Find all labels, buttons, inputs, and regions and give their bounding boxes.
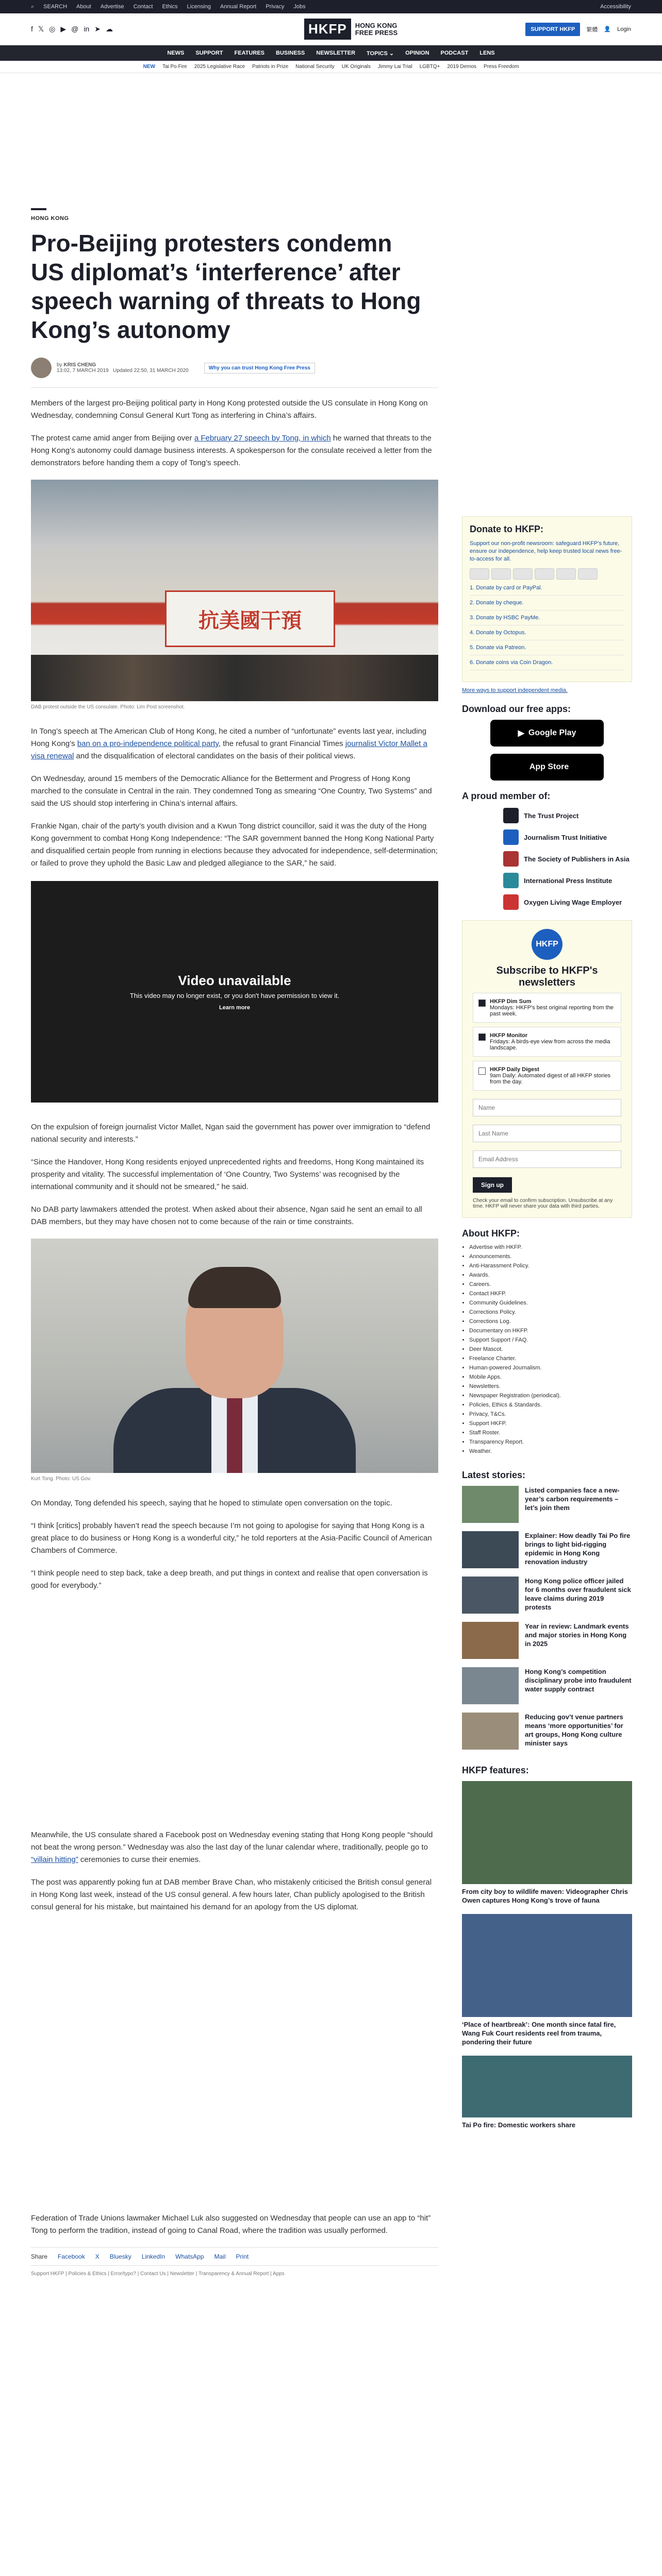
google-play-badge[interactable]: ▶ Google Play xyxy=(490,720,604,747)
member-logo[interactable]: The Society of Publishers in Asia xyxy=(503,851,632,867)
donate-option[interactable]: 4. Donate by Octopus. xyxy=(470,630,624,640)
member-logo[interactable]: The Trust Project xyxy=(503,808,632,823)
mallet-link[interactable]: journalist Victor Mallet a visa renewal xyxy=(31,739,427,760)
donate-option[interactable]: 2. Donate by cheque. xyxy=(470,600,624,611)
linkedin-icon[interactable]: in xyxy=(84,25,90,33)
paragraph: On the expulsion of foreign journalist Victor Mallet, Ngan said the government has power over immigration to “defend national security and interests.” xyxy=(31,1123,431,1144)
paragraph: The protest came amid anger from Beijing over a February 27 speech by Tong, in which he warned that threats to the Hong Kong’s autonomy could damage business interests. A spokesperson for the consulate received a letter from the demonstrators before handing them a copy of Tong’s speech. xyxy=(31,434,432,467)
party-ban-link[interactable]: ban on a pro-independence political party xyxy=(77,739,219,748)
feature-story[interactable]: ‘Place of heartbreak’: One month since fatal fire, Wang Fuk Court residents reel from trauma, pondering their future xyxy=(462,1914,632,2046)
latest-story[interactable]: Listed companies face a new-year’s carbon requirements – let’s join them xyxy=(462,1486,632,1523)
nav-podcast[interactable]: PODCAST xyxy=(440,50,469,56)
paragraph: Frankie Ngan, chair of the party’s youth division and a Kwun Tong district councillor, said it was the duty of the Hong Kong government to combat Hong Kong Independence: “The SAR government banned the Hong Kong National Party and disqualified certain people from running in elections because they advocated for independence, self-determination; or failed to prove they uphold the Basic Law and pledged allegiance to the SAR,” he said. xyxy=(31,822,438,868)
about-link[interactable]: • Staff Roster. xyxy=(469,1430,632,1436)
newsletter-note: Check your email to confirm subscription. Unsubscribe at any time. HKFP will never share your data with third parties. xyxy=(473,1198,613,1209)
trending-item[interactable]: 2025 Legislative Race xyxy=(194,64,245,70)
trust-badge[interactable]: Why you can trust Hong Kong Free Press xyxy=(204,363,315,374)
donate-option[interactable]: 6. Donate coins via Coin Dragon. xyxy=(470,659,624,670)
kurt-tong-photo xyxy=(31,1239,438,1473)
about-link[interactable]: • Privacy, T&Cs. xyxy=(469,1411,632,1417)
trending-item[interactable]: UK Originals xyxy=(341,64,371,70)
nav-support[interactable]: SUPPORT xyxy=(195,50,223,56)
about-link[interactable]: • Awards. xyxy=(469,1272,632,1278)
member-logo[interactable]: Oxygen Living Wage Employer xyxy=(503,894,632,910)
payment-icons xyxy=(470,568,624,580)
instagram-icon[interactable]: ◎ xyxy=(49,25,56,33)
name-field[interactable] xyxy=(473,1099,621,1116)
nav-newsletter[interactable]: NEWSLETTER xyxy=(316,50,356,56)
about-link[interactable]: • Policies, Ethics & Standards. xyxy=(469,1402,632,1408)
latest-story[interactable]: Reducing gov’t venue partners means ‘more opportunities’ for art groups, Hong Kong culture minister says xyxy=(462,1713,632,1750)
youtube-icon[interactable]: ▶ xyxy=(60,25,67,33)
donate-text[interactable]: Support our non-profit newsroom: safeguard HKFP’s future, ensure our independence, help keep trusted local news free-to-access for all. xyxy=(470,540,622,562)
top-link-privacy[interactable]: Privacy xyxy=(266,4,285,10)
paragraph: On Monday, Tong defended his speech, saying that he hoped to stimulate open conversation on the topic. xyxy=(31,1499,392,1507)
updated-date: Updated 22:50, 31 MARCH 2020 xyxy=(112,368,189,374)
paragraph: On Wednesday, around 15 members of the Democratic Alliance for the Betterment and Progress of Hong Kong marched to the consulate in Central in the rain. They condemned Tong as smearing “One Country, Two Systems” and said the US should stop interfering in China’s internal affairs. xyxy=(31,774,432,808)
photo-caption: Kurt Tong. Photo: US Gov. xyxy=(31,1476,91,1482)
nav-features[interactable]: FEATURES xyxy=(234,50,264,56)
share-bar xyxy=(31,2247,438,2266)
share-label: Share xyxy=(31,2253,48,2260)
member-title: A proud member of: xyxy=(462,791,551,801)
search-icon[interactable]: ⌕ xyxy=(31,3,35,10)
trending-item[interactable]: Patriots in Prize xyxy=(252,64,289,70)
logo-mark: HKFP xyxy=(304,19,351,40)
accessibility-link[interactable]: Accessibility xyxy=(600,4,631,10)
support-links[interactable]: Support HKFP | Policies & Ethics | Error/typo? | Contact Us | Newsletter | Transparency & Annual Report | Apps xyxy=(31,2271,285,2277)
video-title: Video unavailable xyxy=(178,973,291,988)
language-toggle[interactable]: 繁體 xyxy=(586,26,598,33)
share-x[interactable]: X xyxy=(95,2253,100,2260)
top-link-advertise[interactable]: Advertise xyxy=(100,4,124,10)
share-bluesky[interactable]: Bluesky xyxy=(109,2253,131,2260)
nav-lens[interactable]: LENS xyxy=(479,50,495,56)
paragraph: The post was apparently poking fun at DAB member Brave Chan, who mistakenly criticised the British consul general in Hong Kong last week, instead of the US consul general. A few hours later, Chan publicly apologised to the British consul general for his mistake, but maintained his demand for an apology from the US diplomat. xyxy=(31,1878,432,1911)
nav-news[interactable]: NEWS xyxy=(167,50,185,56)
protest-banner: 抗美國干預 xyxy=(165,590,335,647)
author-name[interactable]: KRIS CHENG xyxy=(63,362,96,368)
threads-icon[interactable]: @ xyxy=(71,25,79,33)
byline: by KRIS CHENG 13:02, 7 MARCH 2019 Updated 22:50, 31 MARCH 2020 Why you can trust Hong Kong Free Press xyxy=(31,358,438,378)
newsletter-option-daily-digest[interactable]: HKFP Daily Digest 9am Daily: Automated digest of all HKFP stories from the day. xyxy=(473,1061,621,1091)
donate-option[interactable]: 3. Donate by HSBC PayMe. xyxy=(470,615,624,625)
about-link[interactable]: • Anti-Harassment Policy. xyxy=(469,1263,632,1269)
paragraph: “Since the Handover, Hong Kong residents enjoyed unprecedented rights and freedoms, Hong Kong maintained its prosperity and vitality. The successful implementation of ‘One Country, Two Systems’ was recognised by the international community and it should not be smeared,” he said. xyxy=(31,1158,424,1191)
video-message: This video may no longer exist, or you don't have permission to view it. xyxy=(129,992,340,999)
trending-item[interactable]: Press Freedom xyxy=(484,64,519,70)
social-links xyxy=(31,25,217,33)
more-support-link[interactable]: More ways to support independent media. xyxy=(462,687,568,693)
newsletter-box xyxy=(462,920,632,1218)
trending-bar xyxy=(0,61,662,73)
user-icon[interactable]: 👤 xyxy=(604,26,611,32)
support-hkfp-button[interactable]: SUPPORT HKFP xyxy=(525,23,580,36)
article-body xyxy=(31,208,438,2277)
login-link[interactable]: Login xyxy=(617,26,631,32)
paragraph: Federation of Trade Unions lawmaker Michael Luk also suggested on Wednesday that people can use an app to “hit” Tong to perform the tradition, instead of going to Canal Road, where the tradition was usually performed. xyxy=(31,2214,431,2235)
villain-hitting-link[interactable]: “villain hitting” xyxy=(31,1855,78,1864)
trending-label: NEW xyxy=(143,64,155,70)
about-link[interactable]: • Corrections Policy. xyxy=(469,1309,632,1315)
paragraph: In Tong’s speech at The American Club of Hong Kong, he cited a number of “unfortunate” events last year, including Hong Kong’s ban on a pro-independence political party, the refusal to grant Financial Times journalist Victor Mallet a visa renewal and the disqualification of electoral candidates on the basis of their political views. xyxy=(31,727,427,760)
about-link[interactable]: • Human-powered Journalism. xyxy=(469,1365,632,1371)
about-link[interactable]: • Freelance Charter. xyxy=(469,1355,632,1362)
logo-text: HONG KONG FREE PRESS xyxy=(355,21,398,37)
publish-date: 13:02, 7 MARCH 2019 xyxy=(57,368,109,374)
trending-item[interactable]: National Security xyxy=(295,64,335,70)
newsletter-option-dim-sum[interactable]: HKFP Dim Sum Mondays: HKFP's best original reporting from the past week. xyxy=(473,993,621,1023)
photo-caption: DAB protest outside the US consulate. Photo: Lim Post screenshot. xyxy=(31,704,185,710)
member-logo[interactable]: Journalism Trust Initiative xyxy=(503,829,632,845)
nav-business[interactable]: BUSINESS xyxy=(276,50,305,56)
about-link[interactable]: • Support HKFP. xyxy=(469,1420,632,1427)
about-link[interactable]: • Community Guidelines. xyxy=(469,1300,632,1306)
x-icon[interactable]: 𝕏 xyxy=(38,25,44,33)
paragraph: No DAB party lawmakers attended the protest. When asked about their absence, Ngan said he sent an email to all DAB members, but they may have chosen not to come because of the rain or time constraints. xyxy=(31,1205,422,1226)
about-title: About HKFP: xyxy=(462,1228,520,1239)
share-facebook[interactable]: Facebook xyxy=(58,2253,85,2260)
share-whatsapp[interactable]: WhatsApp xyxy=(175,2253,204,2260)
app-store-badge[interactable]: App Store xyxy=(490,754,604,781)
top-link-ethics[interactable]: Ethics xyxy=(162,4,178,10)
nav-topics[interactable]: TOPICS ⌄ xyxy=(367,50,394,57)
about-link[interactable]: • Newspaper Registration (periodical). xyxy=(469,1393,632,1399)
top-link-annual-report[interactable]: Annual Report xyxy=(220,4,257,10)
about-link[interactable]: • Announcements. xyxy=(469,1253,632,1260)
member-logo[interactable]: International Press Institute xyxy=(503,873,632,888)
speech-link[interactable]: a February 27 speech by Tong, in which xyxy=(194,434,331,443)
features-title: HKFP features: xyxy=(462,1765,529,1775)
site-logo[interactable] xyxy=(304,19,398,40)
video-embed[interactable] xyxy=(31,881,438,1103)
about-link[interactable]: • Contact HKFP. xyxy=(469,1291,632,1297)
latest-story[interactable]: Hong Kong police officer jailed for 6 months over fraudulent sick leave claims during 2019 protests xyxy=(462,1577,632,1614)
bluesky-icon[interactable]: ☁ xyxy=(106,25,113,33)
trending-item[interactable]: LGBTQ+ xyxy=(419,64,440,70)
paragraph: “I think [critics] probably haven’t read the speech because I’m not going to apologise for saying that Hong Kong is a great place to do business or Hong Kong is a wonderful city,” he told reporters at the Asia-Pacific Council of American Chambers of Commerce. xyxy=(31,1521,432,1555)
trending-item[interactable]: Tai Po Fire xyxy=(162,64,187,70)
paragraph: Members of the largest pro-Beijing political party in Hong Kong protested outside the US consulate in Hong Kong on Wednesday, condemning Consul General Kurt Tong as interfering in China’s affairs. xyxy=(31,399,428,420)
donate-option[interactable]: 1. Donate by card or PayPal. xyxy=(470,585,624,596)
protest-photo xyxy=(31,480,438,701)
feature-story[interactable]: From city boy to wildlife maven: Videographer Chris Owen captures Hong Kong’s trove of fauna xyxy=(462,1781,632,1905)
newsletter-option-monitor[interactable]: HKFP Monitor Fridays: A birds-eye view from across the media landscape. xyxy=(473,1027,621,1057)
top-link-jobs[interactable]: Jobs xyxy=(293,4,306,10)
latest-story[interactable]: Year in review: Landmark events and major stories in Hong Kong in 2025 xyxy=(462,1622,632,1659)
top-link-about[interactable]: About xyxy=(76,4,91,10)
facebook-icon[interactable]: f xyxy=(31,25,33,33)
newsletter-logo: HKFP xyxy=(532,929,562,960)
about-link[interactable]: • Mobile Apps. xyxy=(469,1374,632,1380)
top-search-label[interactable]: SEARCH xyxy=(43,4,68,10)
apps-title: Download our free apps: xyxy=(462,704,571,714)
article-category[interactable]: HONG KONG xyxy=(31,215,69,222)
top-link-contact[interactable]: Contact xyxy=(133,4,153,10)
latest-story[interactable]: Explainer: How deadly Tai Po fire brings to light bid-rigging epidemic in Hong Kong renovation industry xyxy=(462,1531,632,1568)
top-utility-bar xyxy=(0,0,662,13)
about-link[interactable]: • Advertise with HKFP. xyxy=(469,1244,632,1250)
about-link[interactable]: • Weather. xyxy=(469,1448,632,1454)
article-title: Pro-Beijing protesters condemn US diplomat’s ‘interference’ after speech warning of threats to Hong Kong’s autonomy xyxy=(31,230,421,343)
share-print[interactable]: Print xyxy=(236,2253,249,2260)
latest-title: Latest stories: xyxy=(462,1470,526,1480)
about-link[interactable]: • Documentary on HKFP. xyxy=(469,1328,632,1334)
main-nav xyxy=(0,45,662,61)
donate-box xyxy=(462,516,632,682)
donate-title: Donate to HKFP: xyxy=(470,524,543,534)
video-learn-more[interactable]: Learn more xyxy=(219,1005,250,1011)
paragraph: “I think people need to step back, take a deep breath, and put things in context and realise that open conversation is good for everybody.” xyxy=(31,1569,428,1590)
about-link[interactable]: • Corrections Log. xyxy=(469,1318,632,1325)
about-link[interactable]: • Careers. xyxy=(469,1281,632,1287)
nav-opinion[interactable]: OPINION xyxy=(405,50,429,56)
latest-story[interactable]: Hong Kong’s competition disciplinary probe into fraudulent water supply contract xyxy=(462,1667,632,1704)
last-name-field[interactable] xyxy=(473,1125,621,1142)
top-link-licensing[interactable]: Licensing xyxy=(187,4,211,10)
author-avatar xyxy=(31,358,52,378)
donate-option[interactable]: 5. Donate via Patreon. xyxy=(470,645,624,655)
brand-bar xyxy=(0,13,662,45)
telegram-icon[interactable]: ➤ xyxy=(94,25,101,33)
share-linkedin[interactable]: LinkedIn xyxy=(141,2253,166,2260)
newsletter-title: Subscribe to HKFP's newsletters xyxy=(496,965,598,988)
share-mail[interactable]: Mail xyxy=(214,2253,226,2260)
about-link[interactable]: • Deer Mascot. xyxy=(469,1346,632,1352)
about-link[interactable]: • Transparency Report. xyxy=(469,1439,632,1445)
paragraph: Meanwhile, the US consulate shared a Facebook post on Wednesday evening stating that Hong Kong people “should not beat the wrong person.” Wednesday was also the last day of the lunar calendar where, traditionally, people go to “villain hitting” ceremonies to curse their enemies. xyxy=(31,1831,433,1864)
sidebar xyxy=(462,516,632,2139)
about-link[interactable]: • Support Support / FAQ. xyxy=(469,1337,632,1343)
signup-button[interactable]: Sign up xyxy=(473,1177,512,1193)
trending-item[interactable]: Jimmy Lai Trial xyxy=(377,64,412,70)
trending-item[interactable]: 2019 Demos xyxy=(447,64,477,70)
about-link[interactable]: • Newsletters. xyxy=(469,1383,632,1389)
feature-story[interactable]: Tai Po fire: Domestic workers share xyxy=(462,2056,632,2129)
email-field[interactable] xyxy=(473,1150,621,1168)
about-list xyxy=(462,1244,632,1454)
